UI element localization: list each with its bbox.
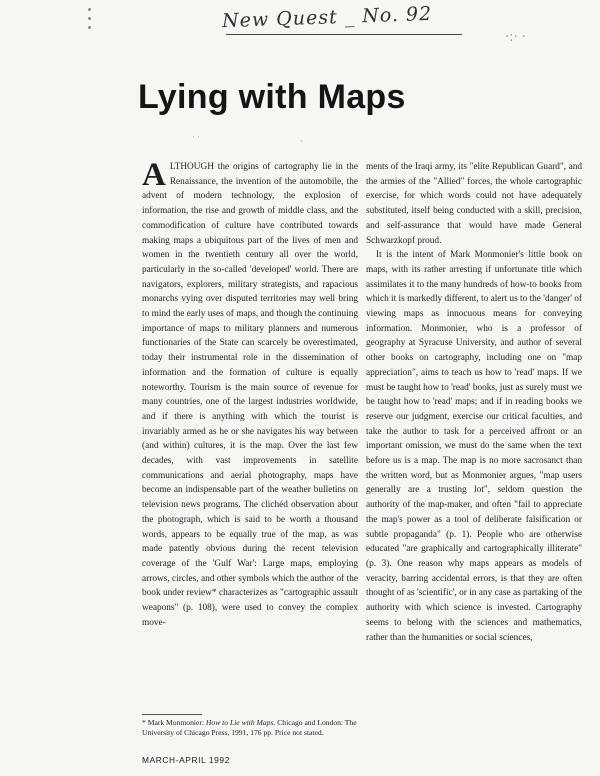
- corner-smudge: ·:· ·: [505, 30, 526, 45]
- scan-speckle: · ·: [192, 132, 201, 142]
- handwritten-underline: [226, 34, 462, 35]
- drop-cap: A: [142, 160, 166, 193]
- right-column-paragraph-1: ments of the Iraqi army, its "elite Republican Guard", and the armies of the "Allied" forces, the whole cartographic exercise, for which words could not have adequately substituted, itself being conducted with a skill, precision, and self-assurance that would have made General Schwarzkopf proud.: [366, 162, 582, 246]
- footnote: [142, 718, 358, 738]
- right-column: [366, 160, 582, 773]
- footnote-details: Chicago and London: The University of Chicago Press, 1991, 176 pp. Price not stated.: [142, 718, 357, 737]
- right-column-paragraph-2: It is the intent of Mark Monmonier's little book on maps, with its rather arresting if unfortunate title which assimilates it to the many hundreds of how-to books from which it is markedly different, to alert us to the 'danger' of viewing maps as innocuous means for conveying information. Monmonier, who is a professor of geography at Syracuse University, and author of several other books on cartography, including one on "map appreciation", aims to teach us how to 'read' maps. If we must be taught how to 'read' books, just as surely must we be taught how to 'read' maps; and if in reading books we reserve our judgment, exercise our critical faculties, and take the author to task for a perceived affront or an important omission, we must do the same when the text before us is a map. The map is no more sacrosanct than the written word, but as Monmonier argues, "map users generally are a trusting lot", seldom question the authority of the map-maker, and often "fail to appreciate the map's power as a tool of deliberate falsification or subtle propaganda" (p. 1). People who are otherwise educated "are graphically and cartographically illiterate" (p. 3). One reason why maps appears as models of veracity, barring accidental errors, is that they are often thought of as 'scientific', or in any case as partaking of the authority with which science is invested. Cartography seems to belong with the sciences and mathematics, rather than the humanities or social sciences,: [366, 250, 582, 643]
- left-column: [142, 160, 358, 713]
- scan-speckle: ·: [300, 136, 303, 146]
- issue-date: MARCH-APRIL 1992: [142, 755, 230, 765]
- footnote-book-title: How to Lie with Maps.: [205, 718, 276, 727]
- left-column-paragraph: [142, 160, 358, 631]
- footnote-rule: [142, 714, 202, 715]
- footnote-marker: *: [142, 718, 146, 727]
- article-title: Lying with Maps: [138, 78, 406, 116]
- handwritten-note: New Quest _ No. 92: [221, 2, 433, 33]
- footnote-author: Mark Monmonier:: [147, 718, 205, 727]
- binding-marks: [88, 8, 91, 35]
- lead-word: LTHOUGH: [169, 162, 214, 172]
- left-column-text: the origins of cartography lie in the Renaissance, the invention of the automobile, the advent of modern technology, the explosion of information, the rise and growth of middle class, and the commodification of culture have contributed towards making maps a ubiquitous part of the lives of men and women in the twentieth century all over the world, particularly in the so-called 'developed' world. There are navigators, explorers, military strategists, and rapacious monarchs vying over disputed territories may well bring to mind the early uses of maps, and though the continuing importance of maps to military planners and numerous functionaries of the State can scarcely be overestimated, today their instrumental role in the dissemination of information and the formation of culture is equally noteworthy. Tourism is the main source of revenue for many countries, one of the largest industries worldwide, and if there is anything with which the tourist is invariably armed as he or she navigates his way between (and within) cultures, it is the map. Over the last few decades, with vast improvements in satellite communications and aerial photography, maps have become an indispensable part of the weather bulletins on television news programs. The clichéd observation about the photograph, which is said to be worth a thousand words, appears to be equally true of the map, as was made patently obvious during the recent television coverage of the 'Gulf War': Large maps, employing arrows, circles, and other symbols which the author of the book under review* characterizes as "cartographic assault weapons" (p. 108), were used to convey the complex move-: [142, 162, 358, 628]
